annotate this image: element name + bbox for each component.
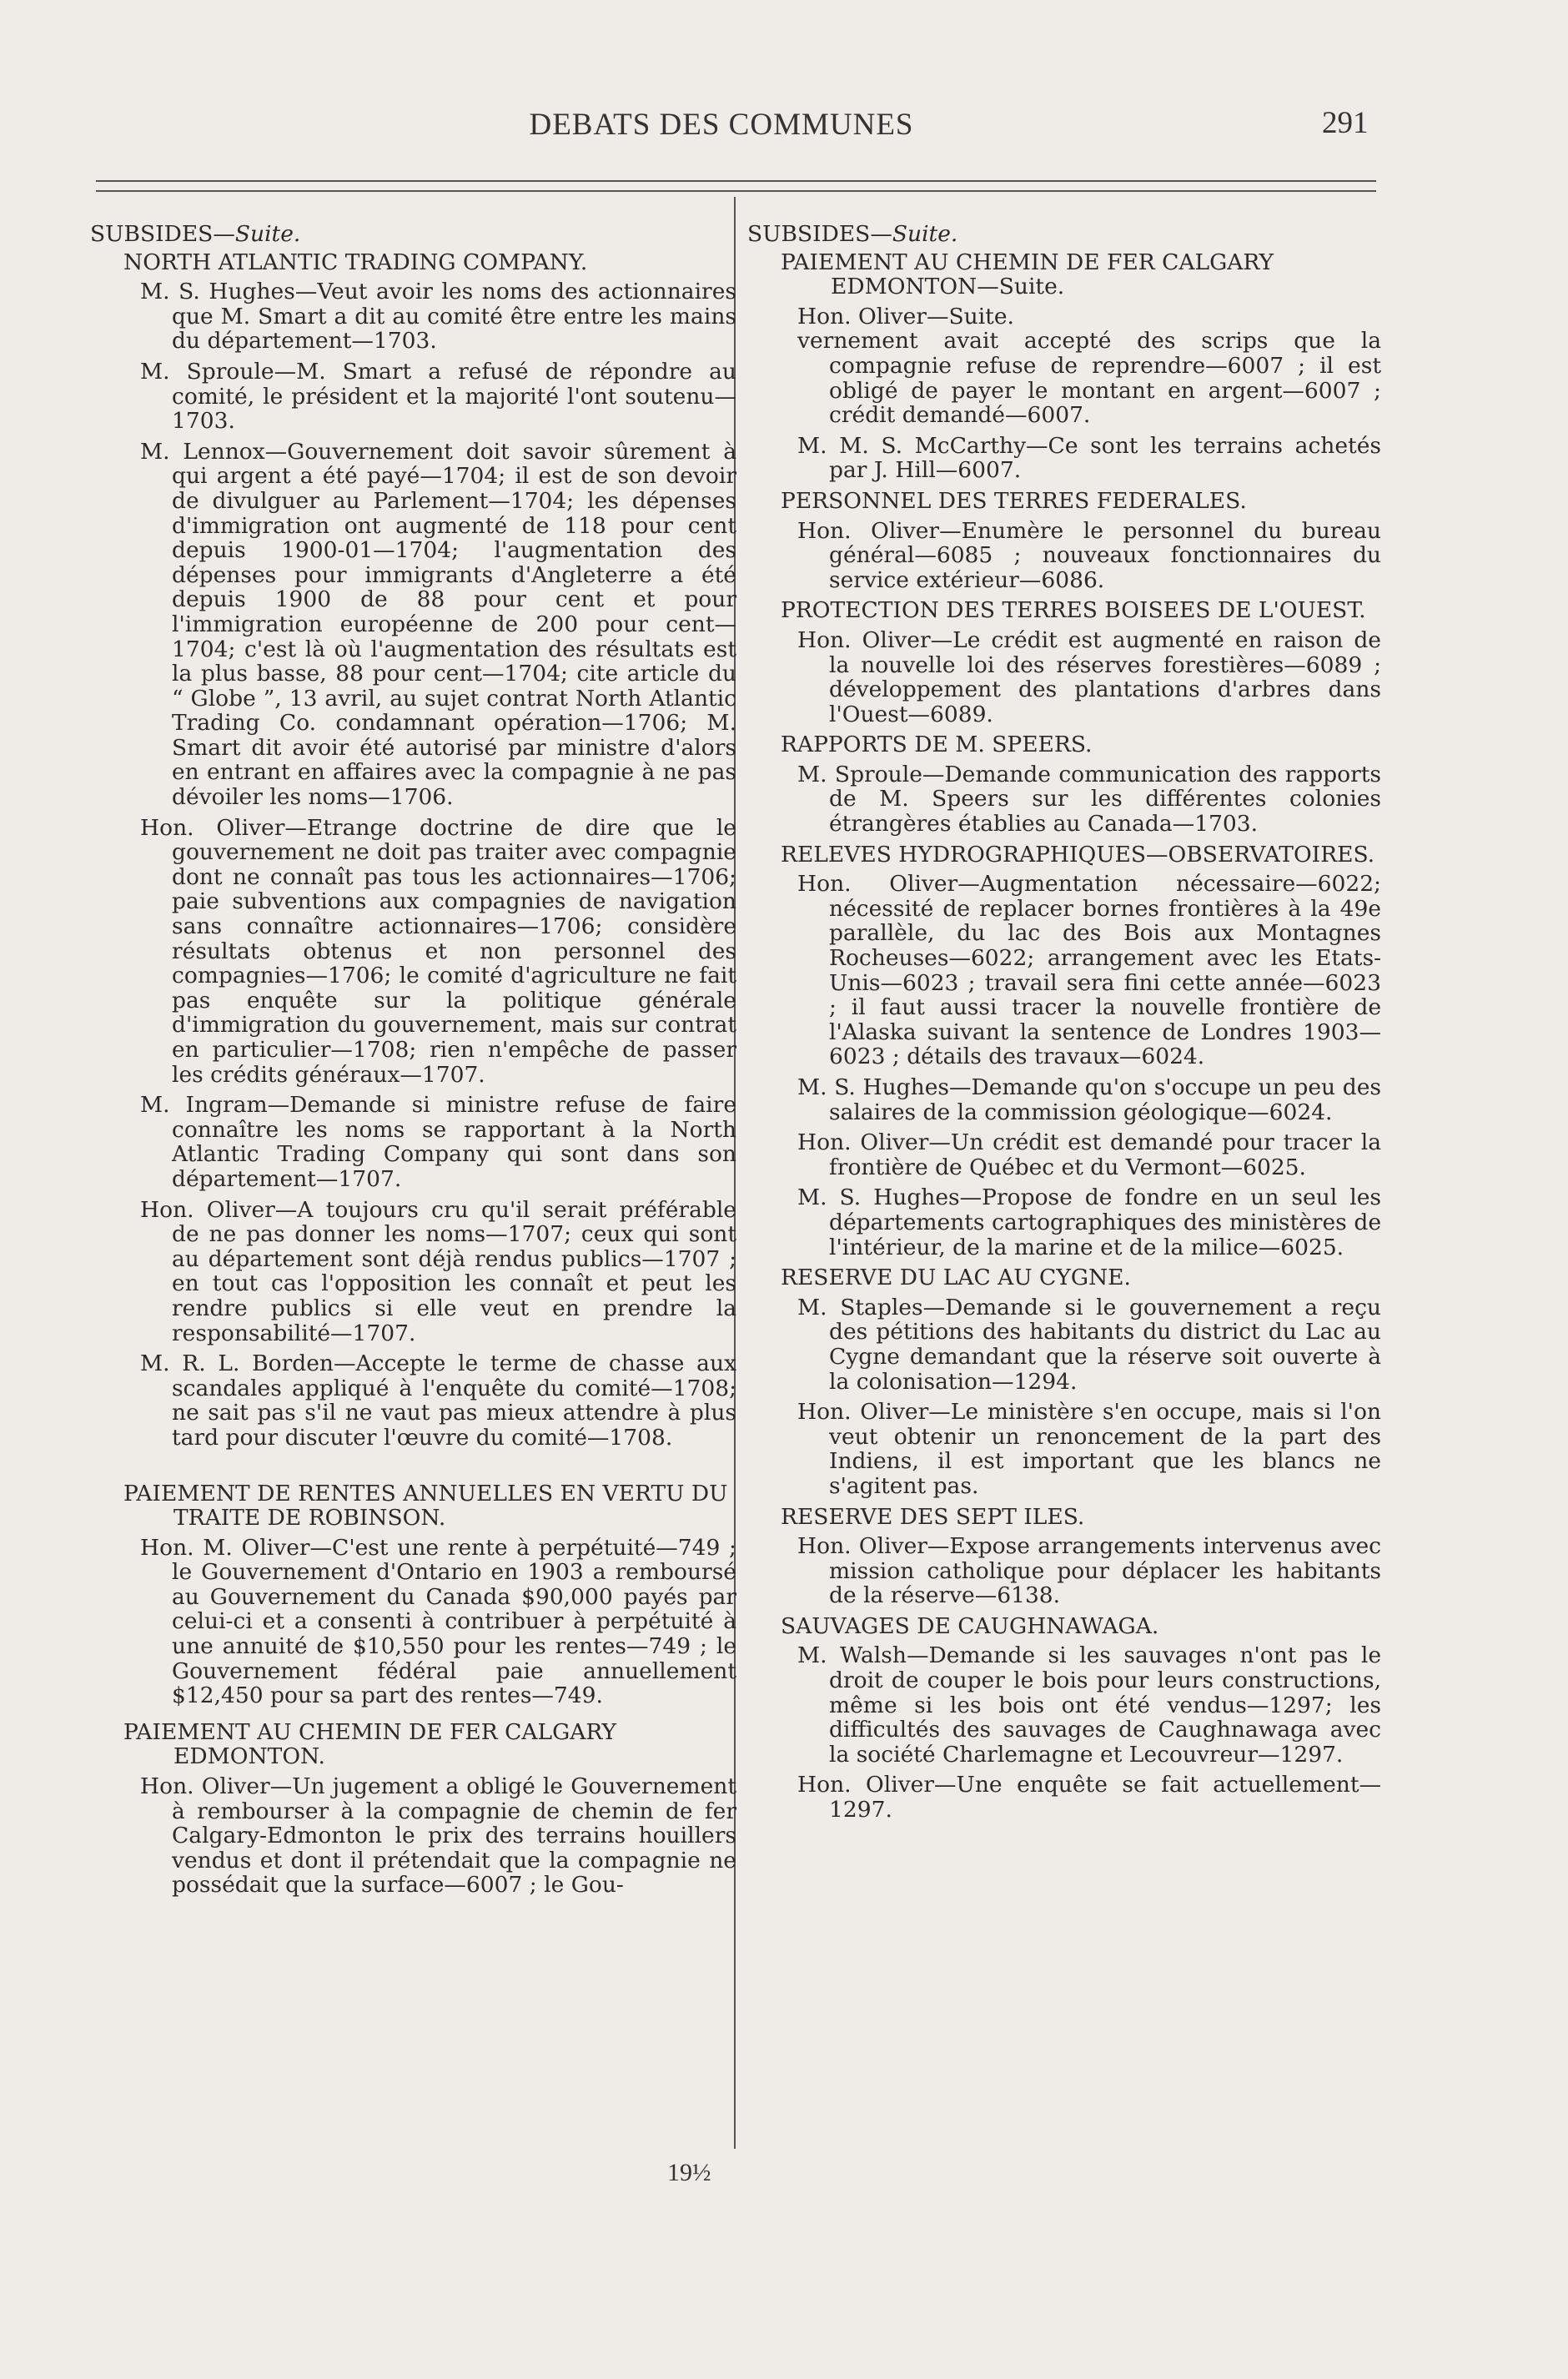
- running-head: [90, 222, 736, 247]
- index-entry: Hon. M. Oliver—C'est une rente à perpétuité—749 ; le Gouvernement d'Ontario en 1903 a remboursé au Gouvernement du Canada $90,000 payés par celui-ci et a consenti à contribuer à perpétuité à une annuité de $10,550 pour les rentes—749 ; le Gouvernement fédéral paie annuellement $12,450 pour sa part des rentes—749.: [140, 1534, 736, 1709]
- page-number: 291: [1322, 106, 1369, 140]
- running-head-label: SUBSIDES—: [90, 221, 235, 247]
- index-entry: Hon. Oliver—Un jugement a obligé le Gouvernement à rembourser à la compagnie de chemin de fer Calgary-Edmonton le prix des terrains houillers vendus et dont il prétendait que la compagnie ne possédait que la surface—6007 ; le Gou-: [140, 1773, 736, 1899]
- section-heading: RELEVES HYDROGRAPHIQUES—OBSERVATOIRES.: [781, 841, 1375, 868]
- running-head: [747, 222, 1381, 247]
- section-heading: PAIEMENT AU CHEMIN DE FER CALGARY EDMONTON—Suite.: [781, 249, 1274, 300]
- index-entry: M. Sproule—M. Smart a refusé de répondre au comité, le président et la majorité l'ont soutenu—1703.: [140, 358, 736, 435]
- index-entry: M. R. L. Borden—Accepte le terme de chasse aux scandales appliqué à l'enquête du comité—1708; ne sait pas s'il ne vaut pas mieux attendre à plus tard pour discuter l'œuvre du comité—1708.: [140, 1350, 736, 1451]
- left-column: [90, 222, 736, 1904]
- index-entry: Hon. Oliver—Suite.: [797, 303, 1014, 329]
- section-heading: RESERVE DES SEPT ILES.: [781, 1503, 1085, 1530]
- index-entry: Hon. Oliver—Une enquête se fait actuellement—1297.: [797, 1772, 1381, 1823]
- index-entry: M. M. S. McCarthy—Ce sont les terrains achetés par J. Hill—6007.: [797, 432, 1381, 484]
- section-heading: PAIEMENT AU CHEMIN DE FER CALGARY EDMONTON.: [123, 1718, 617, 1770]
- index-entry: M. Lennox—Gouvernement doit savoir sûrement à qui argent a été payé—1704; il est de son devoir de divulguer au Parlement—1704; les dépenses d'immigration ont augmenté de 118 pour cent depuis 1900-01—1704; l'augmentation des dépenses pour immigrants d'Angleterre a été depuis 1900 de 88 pour cent et pour l'immigration européenne de 200 pour cent—1704; c'est là où l'augmentation des résultats est la plus basse, 88 pour cent—1704; cite article du “ Globe ”, 13 avril, au sujet contrat North Atlantic Trading Co. condamnant opération—1706; M. Smart dit avoir été autorisé par ministre d'alors en entrant en affaires avec la compagnie à ne pas dévoiler les noms—1706.: [140, 438, 736, 811]
- section-heading: RESERVE DU LAC AU CYGNE.: [781, 1265, 1131, 1291]
- index-entry: M. Walsh—Demande si les sauvages n'ont pas le droit de couper le bois pour leurs constructions, même si les bois ont été vendus—1297; les difficultés des sauvages de Caughnawaga avec la société Charlemagne et Lecouvreur—1297.: [797, 1642, 1381, 1768]
- running-head-suite: Suite.: [892, 221, 958, 247]
- right-column: [747, 222, 1381, 1828]
- index-entry: Hon. Oliver—A toujours cru qu'il serait préférable de ne pas donner les noms—1707; ceux qui sont au département sont déjà rendus publics—1707 ; en tout cas l'opposition les connaît et peut les rendre publics si elle veut en prendre la responsabilité—1707.: [140, 1196, 736, 1346]
- page-title: DEBATS DES COMMUNES: [529, 108, 914, 142]
- index-entry: M. Ingram—Demande si ministre refuse de faire connaître les noms se rapportant à la North Atlantic Trading Company qui sont dans son département—1707.: [140, 1092, 736, 1192]
- section-heading: SAUVAGES DE CAUGHNAWAGA.: [781, 1612, 1159, 1639]
- index-entry: M. S. Hughes—Demande qu'on s'occupe un peu des salaires de la commission géologique—6024.: [797, 1074, 1381, 1125]
- index-entry: M. S. Hughes—Veut avoir les noms des actionnaires que M. Smart a dit au comité être entre les mains du département—1703.: [140, 279, 736, 355]
- section-heading: PROTECTION DES TERRES BOISEES DE L'OUEST.: [781, 597, 1366, 624]
- index-entry: Hon. Oliver—Enumère le personnel du bureau général—6085 ; nouveaux fonctionnaires du service extérieur—6086.: [797, 517, 1381, 593]
- section-heading: RAPPORTS DE M. SPEERS.: [781, 732, 1093, 758]
- index-entry: M. Sproule—Demande communication des rapports de M. Speers sur les différentes colonies étrangères établies au Canada—1703.: [797, 761, 1381, 837]
- section-heading: PAIEMENT DE RENTES ANNUELLES EN VERTU DU TRAITE DE ROBINSON.: [123, 1480, 728, 1532]
- index-entry: Hon. Oliver—Etrange doctrine de dire que le gouvernement ne doit pas traiter avec compagnie dont ne connaît pas tous les actionnaires—1706; paie subventions aux compagnies de navigation sans connaître actionnaires—1706; considère résultats obtenus et non personnel des compagnies—1706; le comité d'agriculture ne fait pas enquête sur la politique générale d'immigration du gouvernement, mais sur contrat en particulier—1708; rien n'empêche de passer les crédits généraux—1707.: [140, 814, 736, 1088]
- index-entry: Hon. Oliver—Augmentation nécessaire—6022; nécessité de replacer bornes frontières à la 49e parallèle, du lac des Bois aux Montagnes Rocheuses—6022; arrangement avec les Etats-Unis—6023 ; travail sera fini cette année—6023 ; il faut aussi tracer la nouvelle frontière de l'Alaska suivant la sentence de Londres 1903—6023 ; détails des travaux—6024.: [797, 871, 1381, 1070]
- index-entry: vernement avait accepté des scrips que la compagnie refuse de reprendre—6007 ; il est obligé de payer le montant en argent—6007 ; crédit demandé—6007.: [797, 328, 1381, 429]
- index-entry: Hon. Oliver—Expose arrangements intervenus avec mission catholique pour déplacer les habitants de la réserve—6138.: [797, 1533, 1381, 1609]
- header-rule-top: [96, 180, 1376, 182]
- running-head-suite: Suite.: [234, 221, 301, 247]
- index-entry: Hon. Oliver—Le ministère s'en occupe, mais si l'on veut obtenir un renoncement de la part des Indiens, il est important que les blancs ne s'agitent pas.: [797, 1399, 1381, 1499]
- index-entry: M. S. Hughes—Propose de fondre en un seul les départements cartographiques des ministères de l'intérieur, de la marine et de la milice—6025.: [797, 1184, 1381, 1260]
- signature-mark: 19½: [667, 2159, 711, 2186]
- section-heading: NORTH ATLANTIC TRADING COMPANY.: [123, 249, 588, 275]
- section-heading: PERSONNEL DES TERRES FEDERALES.: [781, 487, 1247, 514]
- header-rule-bottom: [96, 190, 1376, 192]
- running-head-label: SUBSIDES—: [747, 221, 892, 247]
- index-entry: Hon. Oliver—Un crédit est demandé pour tracer la frontière de Québec et du Vermont—6025.: [797, 1129, 1381, 1180]
- index-entry: Hon. Oliver—Le crédit est augmenté en raison de la nouvelle loi des réserves forestières—6089 ; développement des plantations d'arbres dans l'Ouest—6089.: [797, 626, 1381, 727]
- index-entry: M. Staples—Demande si le gouvernement a reçu des pétitions des habitants du district du Lac au Cygne demandant que la réserve soit ouverte à la colonisation—1294.: [797, 1294, 1381, 1395]
